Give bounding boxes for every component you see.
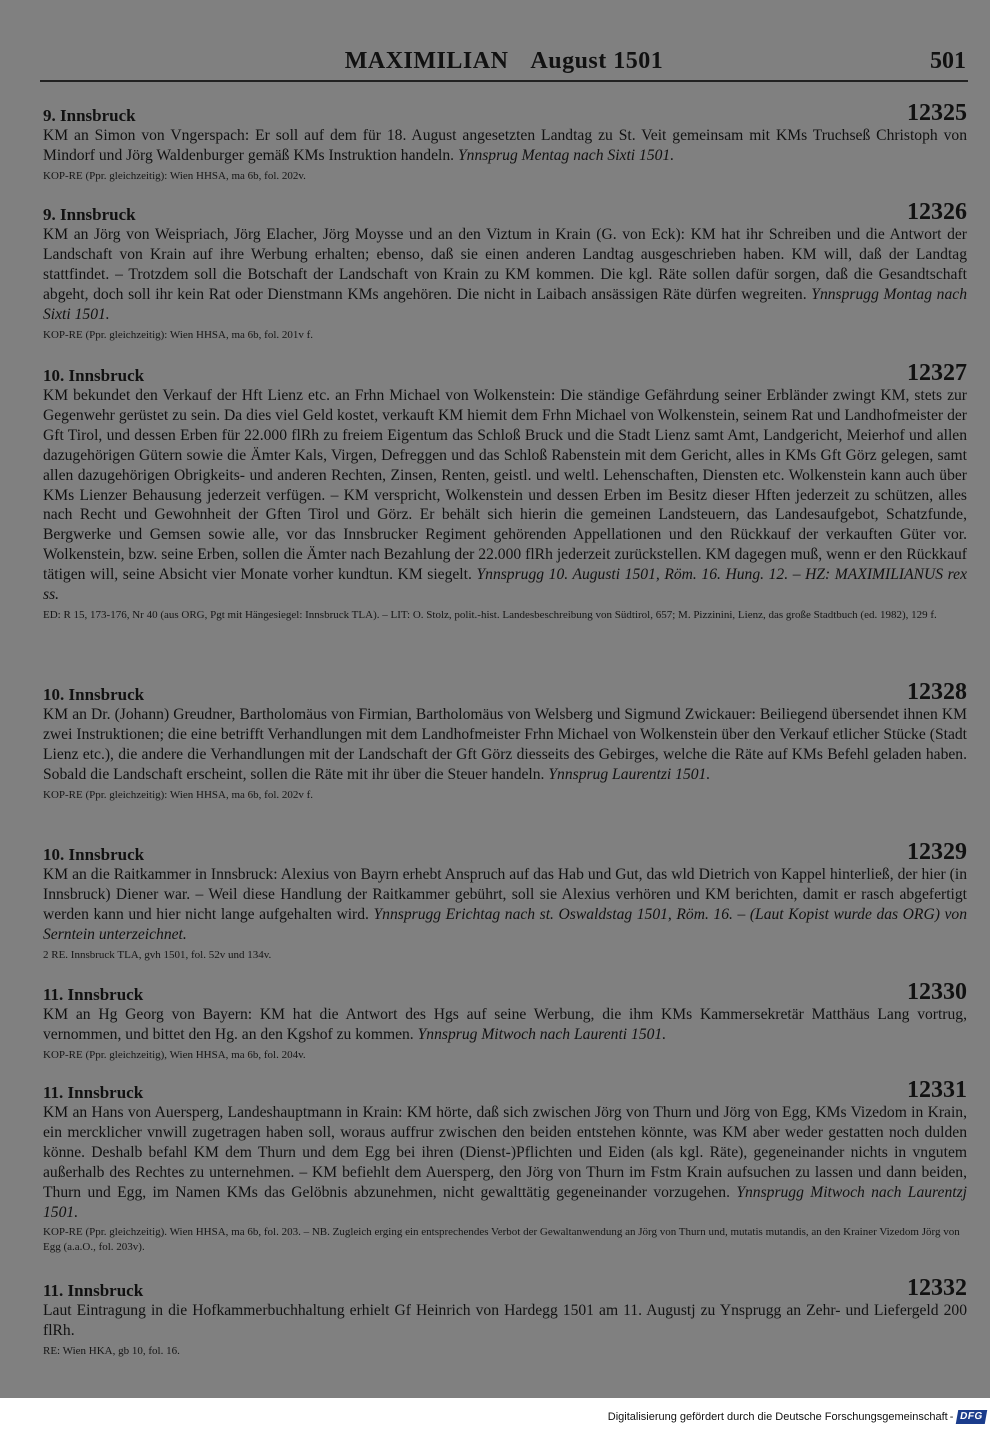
regest-entry <box>43 100 967 184</box>
entry-text: KM an Jörg von Weispriach, Jörg Elacher, Jörg Moysse und an den Viztum in Krain (G. von Eck): KM hat ihr Schreiben und die Antwort der Landschaft von Krain auf ihre Werbung erhalten; ebenso, daß sie einen anderen Landtag ausgeschrieben haben. KM will, daß der Landtag stattfindet. – Trotzdem soll die Botschaft der Landschaft von Krain zu KM kommen. Die kgl. Räte sollen dafür sorgen, daß die Gesandtschaft abgeht, doch soll ihr kein Rat oder Dienstmann KMs angehören. Die nicht in Laibach ansässigen Räte dürfen wegreiten. Ynnsprugg Montag nach Sixti 1501. <box>43 226 967 323</box>
entry-text: Laut Eintragung in die Hofkammerbuchhaltung erhielt Gf Heinrich von Hardegg 1501 am 11. Augustj zu Ynsprugg an Zehr- und Liefergeld 200 flRh. <box>43 1302 967 1339</box>
digitization-credit-text: Digitalisierung gefördert durch die Deutsche Forschungsgemeinschaft <box>607 1411 948 1423</box>
entry-number: 12329 <box>907 839 967 865</box>
page-header <box>40 48 968 82</box>
entry-date: 9. Innsbruck <box>43 205 136 224</box>
entry-date: 11. Innsbruck <box>43 985 144 1004</box>
running-title-name: MAXIMILIAN <box>344 48 509 74</box>
entry-number: 12331 <box>907 1077 967 1103</box>
entry-text: KM bekundet den Verkauf der Hft Lienz etc. an Frhn Michael von Wolkenstein: Die ständige Gefährdung seiner Erbländer zwingt KM, stets zur Gegenwehr gerüstet zu sein. Da dies viel Geld kostet, verkauft KM hiemit dem Frhn Michael von Wolkenstein, seinem Rat und Landhofmeister der Gft Tirol, und dessen Erben für 22.000 flRh zu freiem Eigentum das Schloß Bruck und die Stadt Lienz samt Amt, Landgericht, Meierhof und allen dazugehörigen Gütern sowie die Ämter Kals, Virgen, Defreggen und das Schloß Rabenstein mit dem Gericht, alles in KMs Gft Görz gelegen, samt allen dazugehörigen Obrigkeits- und anderen Rechten, Zinsen, Renten, geistl. und weltl. Lehenschaften, Diensten etc. Wolkenstein kann auch über KMs Lienzer Behausung jederzeit verfügen. – KM verspricht, Wolkenstein und dessen Erben im Besitz dieser Hften jederzeit zu schützen, alles nach Recht und Gewohnheit der Gften Tirol und Görz. Er behält sich hierin die gemeinen Landsteuern, das Landesaufgebot, Schatzfunde, Bergwerke und Gemsen sowie alle, vor das Innsbrucker Regiment gehörenden Appellationen und den Rückkauf der verkauften Güter vor. Wolkenstein, bzw. seine Erben, sollen die Ämter nach Bezahlung der 22.000 flRh jederzeit zurückstellen. KM dagegen muß, wenn er den Rückkauf tätigen will, seine Absicht vier Monate vorher kundtun. KM siegelt. Ynnsprugg 10. Augusti 1501, Röm. 16. Hung. 12. – HZ: MAXIMILIANUS rex ss. <box>43 387 967 604</box>
entry-source: RE: Wien HKA, gb 10, fol. 16. <box>43 1344 180 1357</box>
dfg-logo-icon: DFG <box>956 1410 987 1424</box>
entry-text: KM an Simon von Vngerspach: Er soll auf dem für 18. August angesetzten Landtag zu St. Veit gemeinsam mit KMs Truchseß Christoph von Mindorf und Jörg Waldenburger gemäß KMs Instruktion handeln. Ynnsprug Mentag nach Sixti 1501. <box>43 127 967 164</box>
regest-entry <box>43 839 967 963</box>
entry-source: KOP-RE (Ppr. gleichzeitig): Wien HHSA, ma 6b, fol. 202v f. <box>43 788 314 801</box>
digitization-credit: Digitalisierung gefördert durch die Deutsche Forschungsgemeinschaft - DFG <box>608 1410 986 1424</box>
entry-text: KM an Dr. (Johann) Greudner, Bartholomäus von Firmian, Bartholomäus von Welsberg und Sigmund Zwickauer: Beiliegend übersendet ihnen KM zwei Instruktionen; die eine betrifft Verhandlungen mit dem Landhofmeister Frhn Michael von Wolkenstein über den Verkauf etlicher Stücke (Stadt Lienz etc.), die andere die Verhandlungen mit der Landschaft der Gft Görz diesseits des Gebirges, welche die Räte auf KMs Befehl geladen haben. Sobald die Landschaft erscheint, sollen die Räte mit ihr über die Steuer handeln. Ynnsprug Laurentzi 1501. <box>43 706 967 783</box>
entry-source: 2 RE. Innsbruck TLA, gvh 1501, fol. 52v und 134v. <box>43 948 272 961</box>
entry-date: 11. Innsbruck <box>43 1281 144 1300</box>
entry-number: 12328 <box>907 679 967 705</box>
entry-date: 10. Innsbruck <box>43 685 145 704</box>
entry-place-date: Ynnsprug Mentag nach Sixti 1501. <box>457 146 675 164</box>
regest-entry <box>43 979 967 1063</box>
regest-entry <box>43 199 967 343</box>
entry-number: 12325 <box>907 100 967 126</box>
entry-number: 12330 <box>907 979 967 1005</box>
entry-source: ED: R 15, 173-176, Nr 40 (aus ORG, Pgt mit Hängesiegel: Innsbruck TLA). – LIT: O. Stolz, polit.-hist. Landesbeschreibung von Südtirol, 657; M. Pizzinini, Lienz, das große Stadtbuch (ed. 1982), 129 f. <box>43 608 937 621</box>
entry-text: KM an die Raitkammer in Innsbruck: Alexius von Bayrn erhebt Anspruch auf das Hab und Gut, das wld Dietrich von Kappel hinterließ, der hier (in Innsbruck) Diener war. – Weil diese Handlung der Raitkammer gebührt, soll sie Alexius verhören und KM berichten, damit er rasch abgefertigt werden kann und hier nicht lange aufgehalten wird. Ynnsprugg Erichtag nach st. Oswaldstag 1501, Röm. 16. – (Laut Kopist wurde das ORG) von Serntein unterzeichnet. <box>43 866 967 943</box>
entry-date: 10. Innsbruck <box>43 845 145 864</box>
page-number: 501 <box>930 48 966 74</box>
entry-place-date: Ynnsprugg 10. Augusti 1501, Röm. 16. Hung. 12. – HZ: MAXIMILIANUS rex ss. <box>43 566 967 604</box>
entry-date: 10. Innsbruck <box>43 366 145 385</box>
entry-text: KM an Hans von Auersperg, Landeshauptmann in Krain: KM hörte, daß sich zwischen Jörg von Thurn und Jörg von Egg, KMs Vizedom in Krain, ein mercklicher vnwill zugetragen haben soll, woraus auffrur zwischen den beiden entstehen könnte, was KM aber weder gestatten noch dulden könne. Deshalb befahl KM dem Thurn und dem Egg bei ihren (Dienst-)Pflichten und Eiden (als kgl. Räte), gegeneinander nichts in vngutem außerhalb des Rechtes zu unternehmen. – KM befiehlt dem Auersperg, den Jörg von Thurn im Fstm Krain aufsuchen zu lassen und dann beiden, Thurn und Egg, im Namen KMs das Gelöbnis abzunehmen, nicht gewalttätig gegeneinander vorzugehen. Ynnsprugg Mitwoch nach Laurentzj 1501. <box>43 1104 967 1221</box>
entry-place-date: Ynnsprugg Erichtag nach st. Oswaldstag 1501, Röm. 16. – (Laut Kopist wurde das ORG) von Serntein unterzeichnet. <box>43 905 967 943</box>
regest-entry <box>43 1275 967 1359</box>
entry-number: 12327 <box>907 360 967 386</box>
entry-place-date: Ynnsprugg Mitwoch nach Laurentzj 1501. <box>43 1183 967 1221</box>
entry-place-date: Ynnsprug Mitwoch nach Laurenti 1501. <box>417 1025 667 1043</box>
entry-text: KM an Hg Georg von Bayern: KM hat die Antwort des Hgs auf seine Werbung, die ihm KMs Kammersekretär Matthäus Lang vortrug, vernommen, und bittet den Hg. an den Kgshof zu kommen. Ynnsprug Mitwoch nach Laurenti 1501. <box>43 1006 967 1043</box>
regest-entry <box>43 679 967 803</box>
entry-place-date: Ynnsprugg Montag nach Sixti 1501. <box>43 285 967 323</box>
entry-date: 9. Innsbruck <box>43 106 136 125</box>
entry-source: KOP-RE (Ppr. gleichzeitig): Wien HHSA, ma 6b, fol. 201v f. <box>43 328 314 341</box>
regest-entry <box>43 360 967 623</box>
entry-source: KOP-RE (Ppr. gleichzeitig): Wien HHSA, ma 6b, fol. 202v. <box>43 169 306 182</box>
entry-source: KOP-RE (Ppr. gleichzeitig). Wien HHSA, ma 6b, fol. 203. – NB. Zugleich erging ein entsprechendes Verbot der Gewaltanwendung an Jörg von Thurn und, mutatis mutandis, an den Krainer Vizedom Jörg von Egg (a.a.O., fol. 203v). <box>43 1226 960 1254</box>
regest-entry <box>43 1077 967 1255</box>
running-title-date: August 1501 <box>530 48 664 74</box>
entry-place-date: Ynnsprug Laurentzi 1501. <box>548 765 711 783</box>
entry-number: 12326 <box>907 199 967 225</box>
entry-number: 12332 <box>907 1275 967 1301</box>
entry-date: 11. Innsbruck <box>43 1083 144 1102</box>
running-title <box>40 48 968 75</box>
entry-source: KOP-RE (Ppr. gleichzeitig), Wien HHSA, ma 6b, fol. 204v. <box>43 1048 306 1061</box>
